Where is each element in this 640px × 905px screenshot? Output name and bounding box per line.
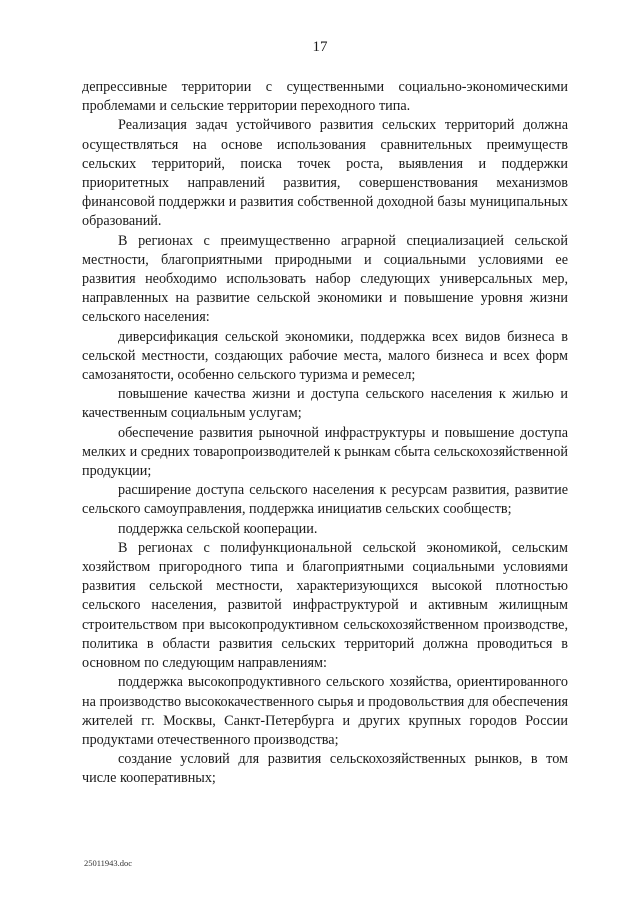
paragraph: депрессивные территории с существенными социально-экономическими проблемами и сельские территории переходного типа. (82, 79, 568, 115)
paragraph: В регионах с преимущественно аграрной специализацией сельской местности, благоприятными природными и социальными условиями ее развития необходимо использовать набор следующих универсальных мер, направленных на развитие сельской экономики и повышение уровня жизни сельского населения: (82, 232, 568, 326)
list-item: обеспечение развития рыночной инфраструктуры и повышение доступа мелких и средних товаропроизводителей к рынкам сбыта сельскохозяйственной продукции; (82, 424, 568, 480)
list-item: создание условий для развития сельскохозяйственных рынков, в том числе кооперативных; (82, 751, 568, 787)
list-item: поддержка сельской кооперации. (118, 520, 318, 537)
list-item: поддержка высокопродуктивного сельского хозяйства, ориентированного на производство высококачественного сырья и продовольствия для обеспечения жителей гг. Москвы, Санкт-Петербурга и других крупных городов России продуктами отечественного производства; (82, 674, 568, 748)
page-number: 17 (312, 39, 328, 55)
paragraph: В регионах с полифункциональной сельской экономикой, сельским хозяйством пригородного типа и благоприятными социальными условиями развития сельской местности, характеризующихся высокой плотностью сельского населения, развитой инфраструктурой и активным жилищным строительством при высокопродуктивном сельскохозяйственном производстве, политика в области развития сельских территорий должна проводиться в основном по следующим направлениям: (82, 539, 568, 672)
document-body (82, 78, 568, 789)
paragraph: Реализация задач устойчивого развития сельских территорий должна осуществляться на основе использования сравнительных преимуществ сельских территорий, поиска точек роста, выявления и поддержки приоритетных направлений развития, совершенствования механизмов финансовой поддержки и развития собственной доходной базы муниципальных образований. (82, 117, 568, 230)
list-item: диверсификация сельской экономики, поддержка всех видов бизнеса в сельской местности, создающих рабочие места, малого бизнеса и всех форм самозанятости, особенно сельского туризма и ремесел; (82, 328, 568, 384)
document-file-code: 25011943.doc (84, 858, 133, 868)
list-item: повышение качества жизни и доступа сельского населения к жилью и качественным социальным услугам; (82, 386, 568, 422)
list-item: расширение доступа сельского населения к ресурсам развития, развитие сельского самоуправления, поддержка инициатив сельских сообществ; (82, 482, 568, 518)
